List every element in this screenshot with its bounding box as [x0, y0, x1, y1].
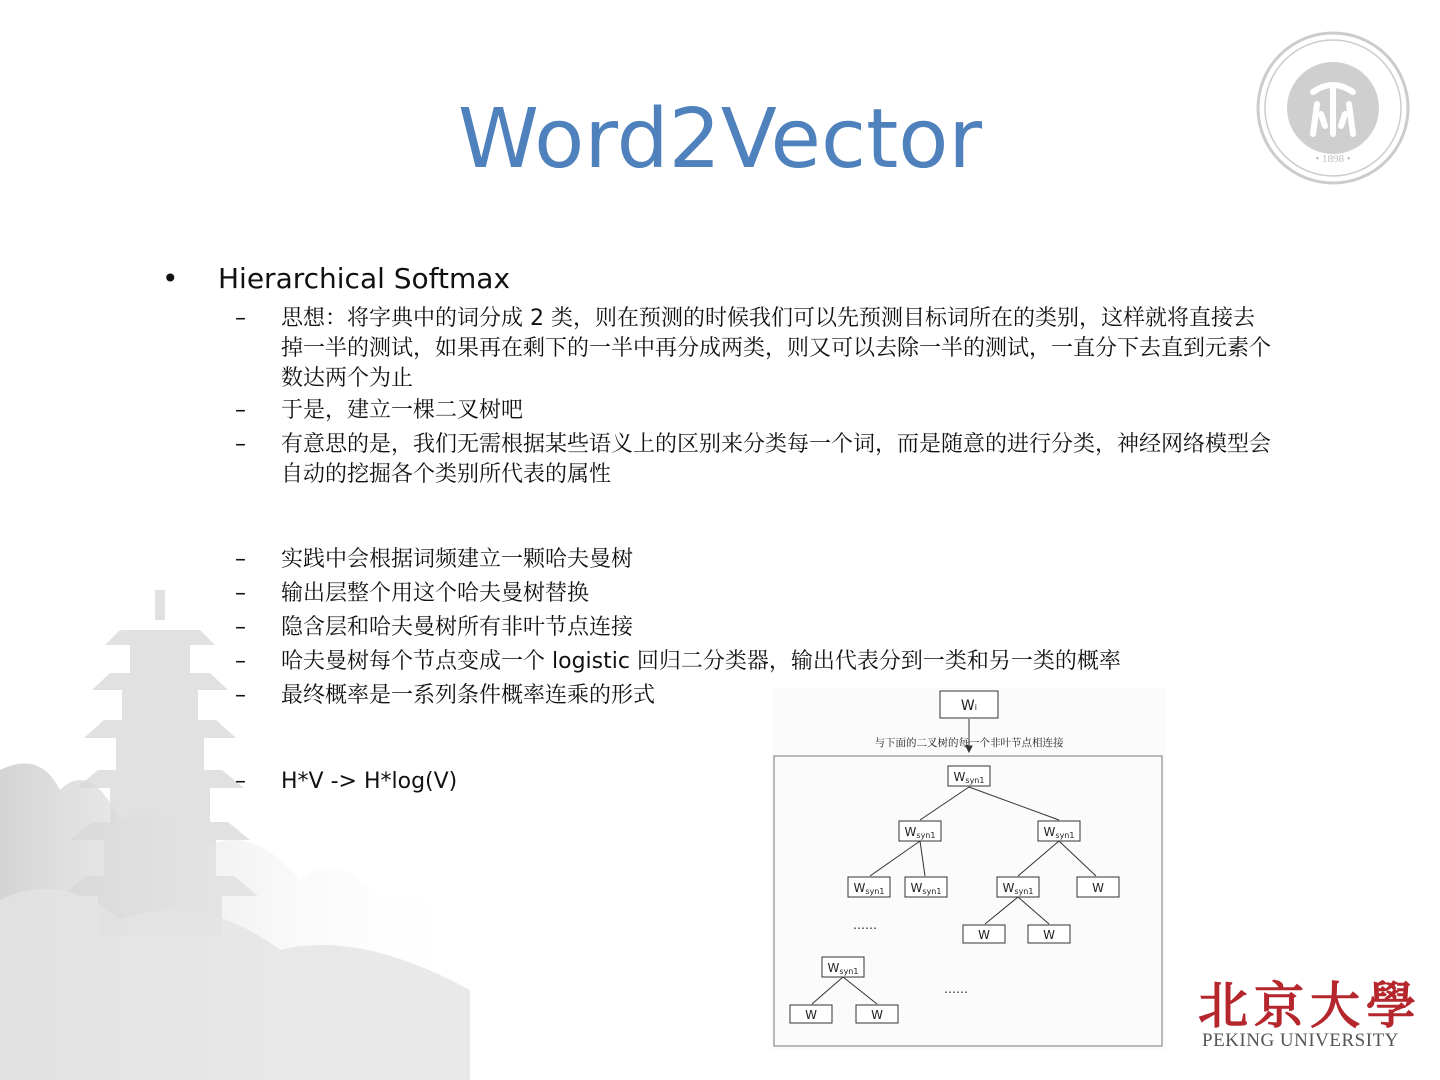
sub-item-text: 思想：将字典中的词分成 2 类，则在预测的时候我们可以先预测目标词所在的类别，这样就将直接去掉一半的测试，如果再在剩下的一半中再分成两类，则又可以去除一半的测试，一直分下去直到元素个数达两个为止: [281, 306, 1272, 391]
dash-marker: –: [235, 683, 246, 708]
syn-node-label: Wsyn1: [853, 881, 885, 896]
leaf-node-label: W: [1043, 928, 1055, 942]
bullet-symbol: •: [162, 262, 179, 295]
seal-year: • 1898 •: [1315, 153, 1351, 165]
pku-english-logo: PEKING UNIVERSITY: [1202, 1030, 1399, 1051]
syn-node-label: Wsyn1: [1002, 881, 1034, 896]
leaf-node-label: W: [978, 928, 990, 942]
bullet-text: Hierarchical Softmax: [218, 262, 511, 295]
sub-item-text: 哈夫曼树每个节点变成一个 logistic 回归二分类器，输出代表分到一类和另一类的概率: [281, 649, 1121, 674]
syn-node-label: Wsyn1: [904, 825, 936, 840]
dash-marker: –: [235, 306, 246, 331]
dash-marker: –: [235, 615, 246, 640]
syn-node-label: Wsyn1: [1043, 825, 1075, 840]
leaf-node-label: W: [805, 1008, 817, 1022]
syn-node-label: Wsyn1: [910, 881, 942, 896]
dash-marker: –: [235, 581, 246, 606]
sub-item-text: H*V -> H*log(V): [281, 769, 458, 794]
slide-title: Word2Vector: [457, 92, 983, 187]
sub-item-text: 有意思的是，我们无需根据某些语义上的区别来分类每一个词，而是随意的进行分类，神经网络模型会自动的挖掘各个类别所代表的属性: [281, 432, 1272, 487]
huffman-tree-diagram: [772, 688, 1166, 1050]
pku-chinese-logo: 北京大學: [1198, 976, 1422, 1035]
ellipsis-label: ……: [944, 982, 968, 996]
syn-node-label: Wsyn1: [953, 770, 985, 785]
sub-item-text: 最终概率是一系列条件概率连乘的形式: [281, 683, 656, 708]
root-node-label: Wᵢ: [960, 698, 978, 714]
leaf-node-label: W: [1092, 881, 1104, 895]
dash-marker: –: [235, 769, 246, 794]
connector-caption: 与下面的二叉树的每一个非叶节点相连接: [874, 737, 1064, 749]
dash-marker: –: [235, 547, 246, 572]
dash-marker: –: [235, 398, 246, 423]
ellipsis-label: ……: [853, 918, 877, 932]
dash-marker: –: [235, 649, 246, 674]
leaf-node-label: W: [871, 1008, 883, 1022]
sub-item-text: 输出层整个用这个哈夫曼树替换: [281, 581, 590, 606]
sub-item-text: 实践中会根据词频建立一颗哈夫曼树: [281, 547, 634, 572]
syn-node-label: Wsyn1: [827, 961, 859, 976]
dash-marker: –: [235, 432, 246, 457]
sub-item-text: 隐含层和哈夫曼树所有非叶节点连接: [281, 615, 634, 640]
sub-item-text: 于是，建立一棵二叉树吧: [281, 398, 524, 423]
